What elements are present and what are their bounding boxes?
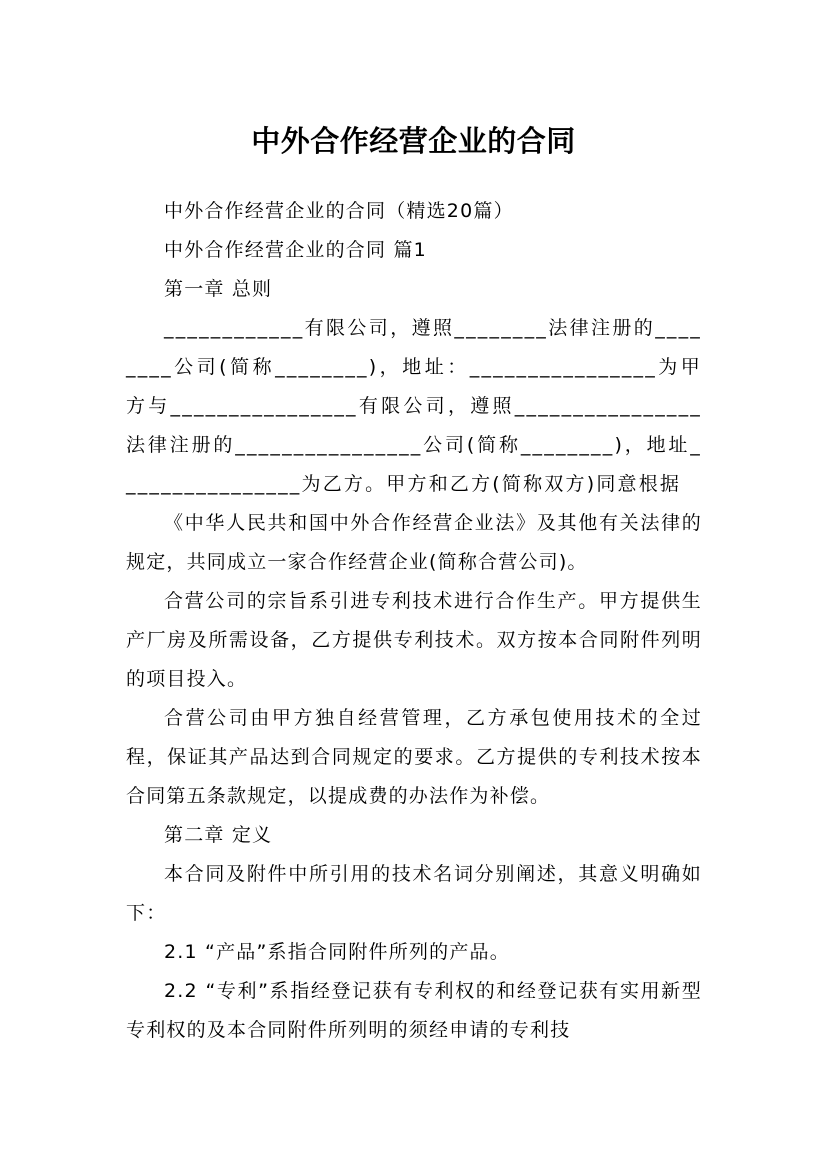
paragraph-legal-basis: 《中华人民共和国中外合作经营企业法》及其他有关法律的规定，共同成立一家合作经营企业(简称合营公司)。 (126, 512, 702, 573)
document-title: 中外合作经营企业的合同 (251, 124, 576, 159)
paragraph-purpose: 合营公司的宗旨系引进专利技术进行合作生产。甲方提供生产厂房及所需设备，乙方提供专利技术。双方按本合同附件列明的项目投入。 (126, 590, 702, 690)
paragraph-definition-2-2: 2.2 “专利”系指经登记获有专利权的和经登记获有实用新型专利权的及本合同附件所列明的须经申请的专利技 (126, 980, 702, 1041)
paragraph-parties: ____________有限公司，遵照________法律注册的________公司(简称________)，地址：________________为甲方与________________有限公司，遵照________________法律注册的________________公司(简称________)，地址________________为乙方。甲方和乙方(简称双方)同意根据 (126, 317, 702, 495)
paragraph-management: 合营公司由甲方独自经营管理，乙方承包使用技术的全过程，保证其产品达到合同规定的要求。乙方提供的专利技术按本合同第五条款规定，以提成费的办法作为补偿。 (126, 707, 702, 807)
paragraph-subtitle: 中外合作经营企业的合同（精选20篇） (164, 200, 514, 222)
paragraph-definition-2-1: 2.1 “产品”系指合同附件所列的产品。 (164, 941, 510, 963)
document-body (126, 192, 702, 1050)
paragraph-definitions-intro: 本合同及附件中所引用的技术名词分别阐述，其意义明确如下： (126, 863, 702, 924)
paragraph-article-heading: 中外合作经营企业的合同 篇1 (164, 239, 427, 261)
paragraph-chapter-2-heading: 第二章 定义 (164, 824, 273, 846)
paragraph-chapter-1-heading: 第一章 总则 (164, 278, 273, 300)
